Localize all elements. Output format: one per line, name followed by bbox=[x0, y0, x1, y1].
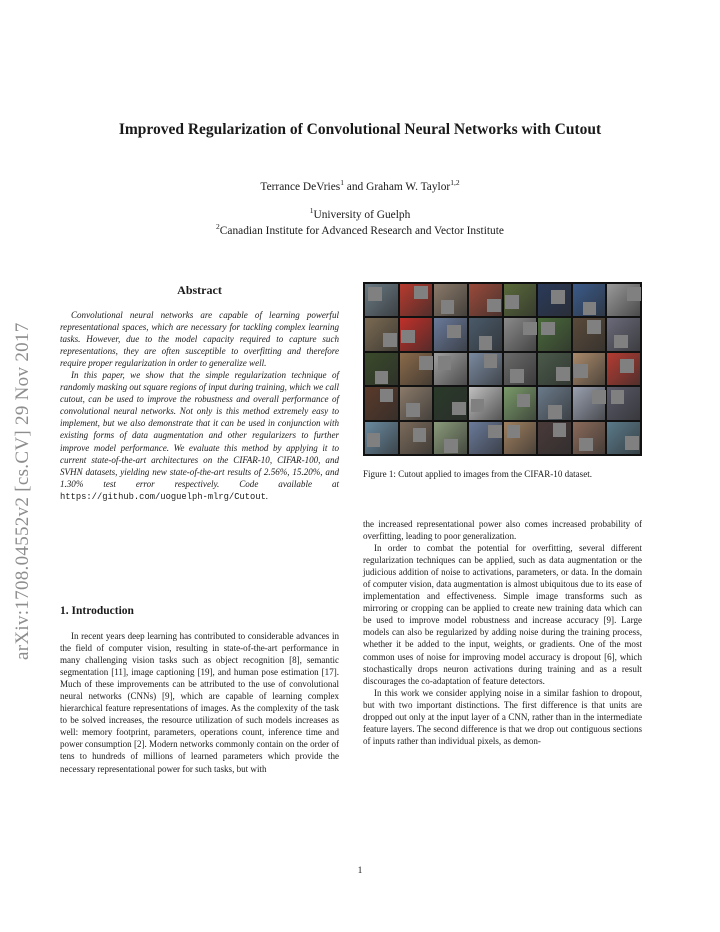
abstract-paragraph-1: Convolutional neural networks are capable of learning powerful representational spaces, which are necessary for tackling complex learning tasks. However, due to the model capacity required to capture such representations, they are often susceptible to overfitting and therefore require proper regularization in order to generalize well. bbox=[60, 310, 339, 369]
cutout-mask bbox=[551, 290, 565, 304]
figure-caption: Figure 1: Cutout applied to images from the CIFAR-10 dataset. bbox=[363, 469, 592, 479]
author-line bbox=[0, 178, 720, 193]
cutout-mask bbox=[471, 399, 485, 413]
cutout-mask bbox=[541, 322, 555, 336]
cutout-mask bbox=[587, 320, 601, 334]
cifar-image-tile bbox=[504, 387, 537, 419]
cutout-mask bbox=[487, 299, 501, 313]
cifar-image-tile bbox=[573, 422, 606, 454]
author-joiner: and bbox=[343, 181, 367, 193]
cutout-mask bbox=[510, 369, 524, 383]
cifar-image-tile bbox=[365, 422, 398, 454]
affiliation-2 bbox=[0, 222, 720, 237]
cifar-image-tile bbox=[504, 353, 537, 385]
cutout-mask bbox=[484, 354, 498, 368]
cutout-mask bbox=[614, 335, 628, 349]
right-paragraph-1: the increased representational power also comes increased probability of overfitting, leading to poor generalization. bbox=[363, 519, 642, 542]
abstract-body bbox=[60, 309, 339, 503]
cutout-mask bbox=[548, 405, 562, 419]
introduction-paragraph-1: In recent years deep learning has contributed to considerable advances in the field of computer vision, resulting in state-of-the-art performance in many challenging vision tasks such as object recognition [8], semantic segmentation [11], image captioning [19], and human pose estimation [17]. Much of these improvements can be attributed to the use of convolutional neural networks (CNNs) [9], which are capable of learning complex hierarchical feature representations of images. As the complexity of the task to be solved increases, the resource utilization of such models increases as well: memory footprint, parameters, operations count, inference time and power consumption [2]. Modern networks commonly contain on the order of tens to hundreds of millions of learned parameters which provide the necessary representational power for such tasks, but with bbox=[60, 631, 339, 774]
cutout-mask bbox=[523, 322, 537, 336]
page-number: 1 bbox=[357, 866, 363, 876]
code-url-link[interactable]: https://github.com/uoguelph-mlrg/Cutout bbox=[60, 491, 266, 502]
cifar-image-tile bbox=[504, 422, 537, 454]
cutout-mask bbox=[625, 436, 639, 450]
cifar-image-tile bbox=[400, 422, 433, 454]
cifar-image-tile bbox=[607, 353, 640, 385]
cifar-image-tile bbox=[538, 353, 571, 385]
introduction-body bbox=[60, 630, 339, 775]
cifar-image-tile bbox=[573, 353, 606, 385]
affiliation-1-mark: 1 bbox=[309, 206, 314, 216]
cifar-image-tile bbox=[365, 318, 398, 350]
cutout-mask bbox=[447, 325, 461, 339]
abstract-paragraph-2 bbox=[60, 369, 339, 503]
cifar-image-tile bbox=[573, 284, 606, 316]
cutout-mask bbox=[620, 359, 634, 373]
cifar-image-tile bbox=[573, 387, 606, 419]
cifar-image-tile bbox=[365, 387, 398, 419]
cifar-image-tile bbox=[504, 318, 537, 350]
cutout-mask bbox=[368, 287, 382, 301]
cutout-mask bbox=[383, 333, 397, 347]
cutout-mask bbox=[367, 433, 381, 447]
cutout-mask bbox=[413, 428, 427, 442]
cifar-image-tile bbox=[400, 318, 433, 350]
cifar-image-tile bbox=[434, 387, 467, 419]
affiliation-2-mark: 2 bbox=[216, 222, 220, 232]
cifar-image-tile bbox=[504, 284, 537, 316]
cifar-image-tile bbox=[607, 318, 640, 350]
paper-title: Improved Regularization of Convolutional Neural Networks with Cutout bbox=[118, 121, 602, 138]
cutout-mask bbox=[479, 336, 493, 350]
cutout-mask bbox=[574, 364, 588, 378]
cifar-image-tile bbox=[469, 387, 502, 419]
author-1: Terrance DeVries bbox=[260, 181, 341, 193]
cutout-mask bbox=[419, 356, 433, 370]
cifar-image-tile bbox=[434, 318, 467, 350]
cifar-image-tile bbox=[365, 353, 398, 385]
right-paragraph-3: In this work we consider applying noise in a similar fashion to dropout, but with two important distinctions. The first difference is that units are dropped out only at the input layer of a CNN, rather than in the intermediate feature layers. The second difference is that we drop out contiguous sections of inputs rather than individual pixels, as demon- bbox=[363, 687, 642, 746]
cutout-figure-grid bbox=[363, 282, 642, 456]
cutout-mask bbox=[505, 295, 519, 309]
cutout-mask bbox=[452, 402, 466, 416]
cutout-mask bbox=[444, 439, 458, 453]
cutout-mask bbox=[556, 367, 570, 381]
cutout-mask bbox=[401, 330, 415, 344]
abstract-heading: Abstract bbox=[177, 283, 222, 297]
cifar-image-tile bbox=[607, 284, 640, 316]
cutout-mask bbox=[414, 286, 428, 300]
cutout-mask bbox=[583, 302, 597, 316]
cifar-image-tile bbox=[538, 387, 571, 419]
cifar-image-tile bbox=[538, 284, 571, 316]
cifar-image-tile bbox=[538, 422, 571, 454]
cifar-image-tile bbox=[469, 422, 502, 454]
cutout-mask bbox=[553, 423, 567, 437]
cifar-image-tile bbox=[434, 284, 467, 316]
abstract-paragraph-2-text: In this paper, we show that the simple regularization technique of randomly masking out square regions of input during training, which we call cutout, can be used to improve the robustness and overall performance of convolutional neural networks. Not only is this method extremely easy to implement, but we also demonstrate that it can be used in conjunction with existing forms of data augmentation and other regularizers to further improve model performance. We evaluate this method by applying it to current state-of-the-art architectures on the CIFAR-10, CIFAR-100, and SVHN datasets, yielding new state-of-the-art results of 2.56%, 15.20%, and 1.30% test error respectively. Code available at bbox=[60, 370, 339, 489]
arxiv-identifier: arXiv:1708.04552v2 [cs.CV] 29 Nov 2017 bbox=[12, 322, 33, 660]
cifar-image-tile bbox=[573, 318, 606, 350]
cutout-mask bbox=[375, 371, 389, 385]
author-2-affiliation-mark: 1,2 bbox=[450, 178, 460, 188]
cutout-mask bbox=[488, 425, 502, 439]
cutout-mask bbox=[611, 390, 625, 404]
cutout-mask bbox=[517, 394, 531, 408]
cifar-image-tile bbox=[607, 422, 640, 454]
cutout-mask bbox=[406, 403, 420, 417]
cifar-image-tile bbox=[365, 284, 398, 316]
cifar-image-tile bbox=[469, 318, 502, 350]
cutout-mask bbox=[438, 356, 452, 370]
right-paragraph-2: In order to combat the potential for overfitting, several different regularization techniques can be applied, such as data augmentation or the judicious addition of noise to activations, parameters, or data. In the domain of computer vision, data augmentation is almost ubiquitous due to its ease of implementation and effectiveness. Simple image transforms such as mirroring or cropping can be applied to create new training data which can be used to improve model robustness and increase accuracy [9]. Large models can also be regularized by adding noise during the training process, whether it be added to the input, weights, or gradients. One of the most common uses of noise for improving model accuracy is dropout [6], which stochastically drops neuron activations during training and as a result discourages the co-adaptation of feature detectors. bbox=[363, 543, 642, 686]
introduction-heading: 1. Introduction bbox=[60, 605, 134, 617]
affiliation-1 bbox=[0, 206, 720, 221]
affiliation-2-name: Canadian Institute for Advanced Research and Vector Institute bbox=[219, 225, 504, 237]
abstract-paragraph-2-end: . bbox=[265, 490, 269, 501]
author-2: Graham W. Taylor bbox=[366, 181, 451, 193]
cifar-image-tile bbox=[538, 318, 571, 350]
cutout-mask bbox=[627, 287, 641, 301]
cutout-mask bbox=[579, 438, 593, 452]
cifar-image-tile bbox=[400, 387, 433, 419]
cifar-image-tile bbox=[607, 387, 640, 419]
cifar-image-tile bbox=[469, 284, 502, 316]
cifar-image-tile bbox=[469, 353, 502, 385]
cutout-mask bbox=[380, 389, 394, 403]
cutout-mask bbox=[507, 425, 521, 439]
cifar-image-tile bbox=[400, 284, 433, 316]
author-1-affiliation-mark: 1 bbox=[340, 178, 344, 188]
cutout-mask bbox=[592, 390, 606, 404]
cifar-image-tile bbox=[434, 422, 467, 454]
cifar-image-tile bbox=[434, 353, 467, 385]
affiliation-1-name: University of Guelph bbox=[313, 209, 411, 221]
cutout-mask bbox=[441, 300, 455, 314]
right-column-body bbox=[363, 518, 642, 747]
cifar-image-tile bbox=[400, 353, 433, 385]
